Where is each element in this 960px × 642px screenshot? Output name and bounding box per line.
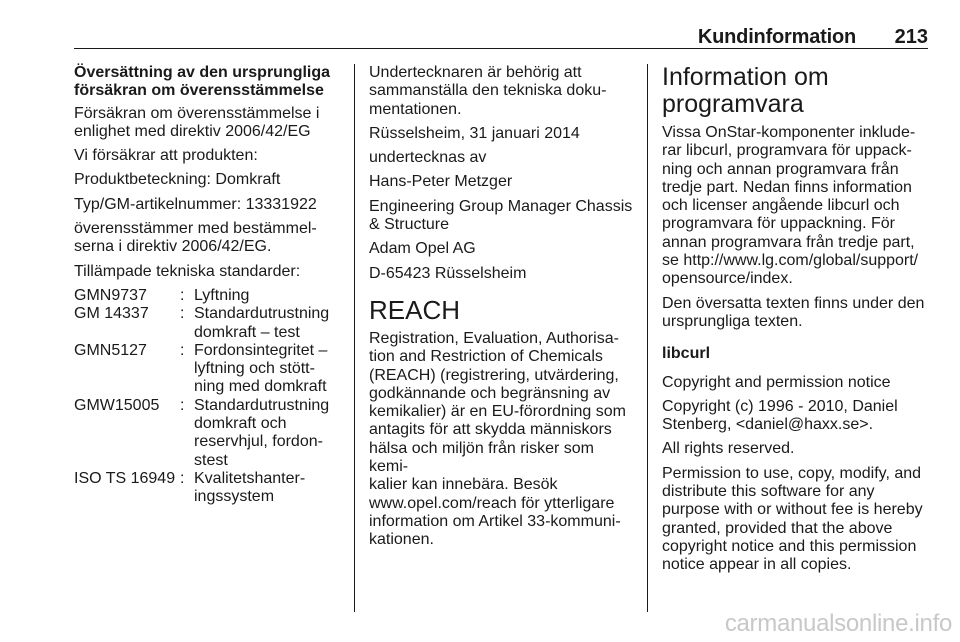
- watermark: carmanualsonline.info: [724, 610, 952, 637]
- standard-description: Fordonsintegritet – lyftning och stött- ning med domkraft: [194, 341, 328, 396]
- standards-table: [74, 287, 346, 507]
- software-heading: Information om programvara: [662, 63, 829, 118]
- standard-code: GM 14337: [74, 305, 149, 323]
- column-software-info: [662, 64, 930, 581]
- paragraph: Produktbeteckning: Domkraft: [74, 171, 281, 189]
- paragraph: Permission to use, copy, modify, and distribute this software for any purpose with or without fee is hereby granted, provided that the above copyright notice and this permission notice appear in all copies.: [662, 464, 923, 574]
- paragraph: Undertecknaren är behörig att sammanställa den tekniska doku- mentationen.: [369, 64, 607, 118]
- paragraph: undertecknas av: [369, 149, 487, 167]
- standard-code: GMN9737: [74, 286, 147, 304]
- page-number: 213: [894, 26, 928, 48]
- reach-text: Registration, Evaluation, Authorisa- tion and Restriction of Chemicals (REACH) (registrering, utvärdering, godkännande och begränsning av kemikalier) är en EU-förordning som antagits för att skydda människors hälsa och miljön från risker som kemi- kalier kan innebära. Besök www.opel.com/reach för ytterligare information om Artikel 33-kommuni- kationen.: [369, 329, 626, 549]
- paragraph: Försäkran om överensstämmelse i enlighet med direktiv 2006/42/EG: [74, 104, 320, 140]
- standard-separator: :: [180, 469, 185, 487]
- table-row: [74, 287, 346, 305]
- column-divider: [647, 64, 648, 612]
- paragraph: överensstämmer med bestämmel- serna i direktiv 2006/42/EG.: [74, 220, 317, 256]
- paragraph: Typ/GM-artikelnummer: 13331922: [74, 195, 317, 213]
- standard-separator: :: [180, 286, 185, 304]
- paragraph: Tillämpade tekniska standarder:: [74, 262, 301, 280]
- page-header: [74, 22, 928, 49]
- column-signature-reach: [369, 64, 634, 556]
- paragraph: Vissa OnStar-komponenter inklude- rar libcurl, programvara för uppack- ning och annan programvara från tredje part. Nedan finns information och licenser angående libcurl och programvara för uppackning. För annan programvara från tredje part, se http://www.lg.com/global/support/ opensource/index.: [662, 124, 919, 288]
- standard-description: Lyftning: [194, 286, 250, 304]
- standard-description: Standardutrustning domkraft – test: [194, 305, 330, 341]
- paragraph: Engineering Group Manager Chassis & Structure: [369, 197, 633, 234]
- standard-description: Kvalitetshanter- ingssystem: [194, 469, 306, 506]
- declaration-subheading: Översättning av den ursprungliga försäkran om överensstämmelse: [74, 64, 331, 100]
- paragraph: Copyright (c) 1996 - 2010, Daniel Stenberg, <daniel@haxx.se>.: [662, 397, 898, 434]
- paragraph: Hans-Peter Metzger: [369, 173, 513, 191]
- standard-code: GMW15005: [74, 396, 160, 414]
- paragraph: All rights reserved.: [662, 440, 795, 458]
- standard-code: ISO TS 16949: [74, 469, 176, 487]
- standard-description: Standardutrustning domkraft och reservhjul, fordon- stest: [194, 396, 330, 469]
- paragraph: Rüsselsheim, 31 januari 2014: [369, 124, 580, 142]
- standard-separator: :: [180, 305, 185, 323]
- standard-separator: :: [180, 396, 185, 414]
- column-divider: [354, 64, 355, 612]
- column-declaration: [74, 64, 346, 511]
- table-row: [74, 342, 346, 397]
- paragraph: Copyright and permission notice: [662, 373, 891, 391]
- standard-separator: :: [180, 341, 185, 359]
- table-row: [74, 305, 346, 342]
- table-row: [74, 397, 346, 470]
- reach-heading: REACH: [369, 294, 461, 325]
- paragraph: Adam Opel AG: [369, 240, 476, 258]
- table-row: [74, 470, 346, 507]
- page-title: Kundinformation: [697, 26, 856, 48]
- paragraph: Vi försäkrar att produkten:: [74, 147, 258, 165]
- paragraph: D-65423 Rüsselsheim: [369, 264, 527, 282]
- libcurl-heading: libcurl: [662, 345, 711, 363]
- paragraph: Den översatta texten finns under den ursprungliga texten.: [662, 294, 925, 330]
- standard-code: GMN5127: [74, 341, 147, 359]
